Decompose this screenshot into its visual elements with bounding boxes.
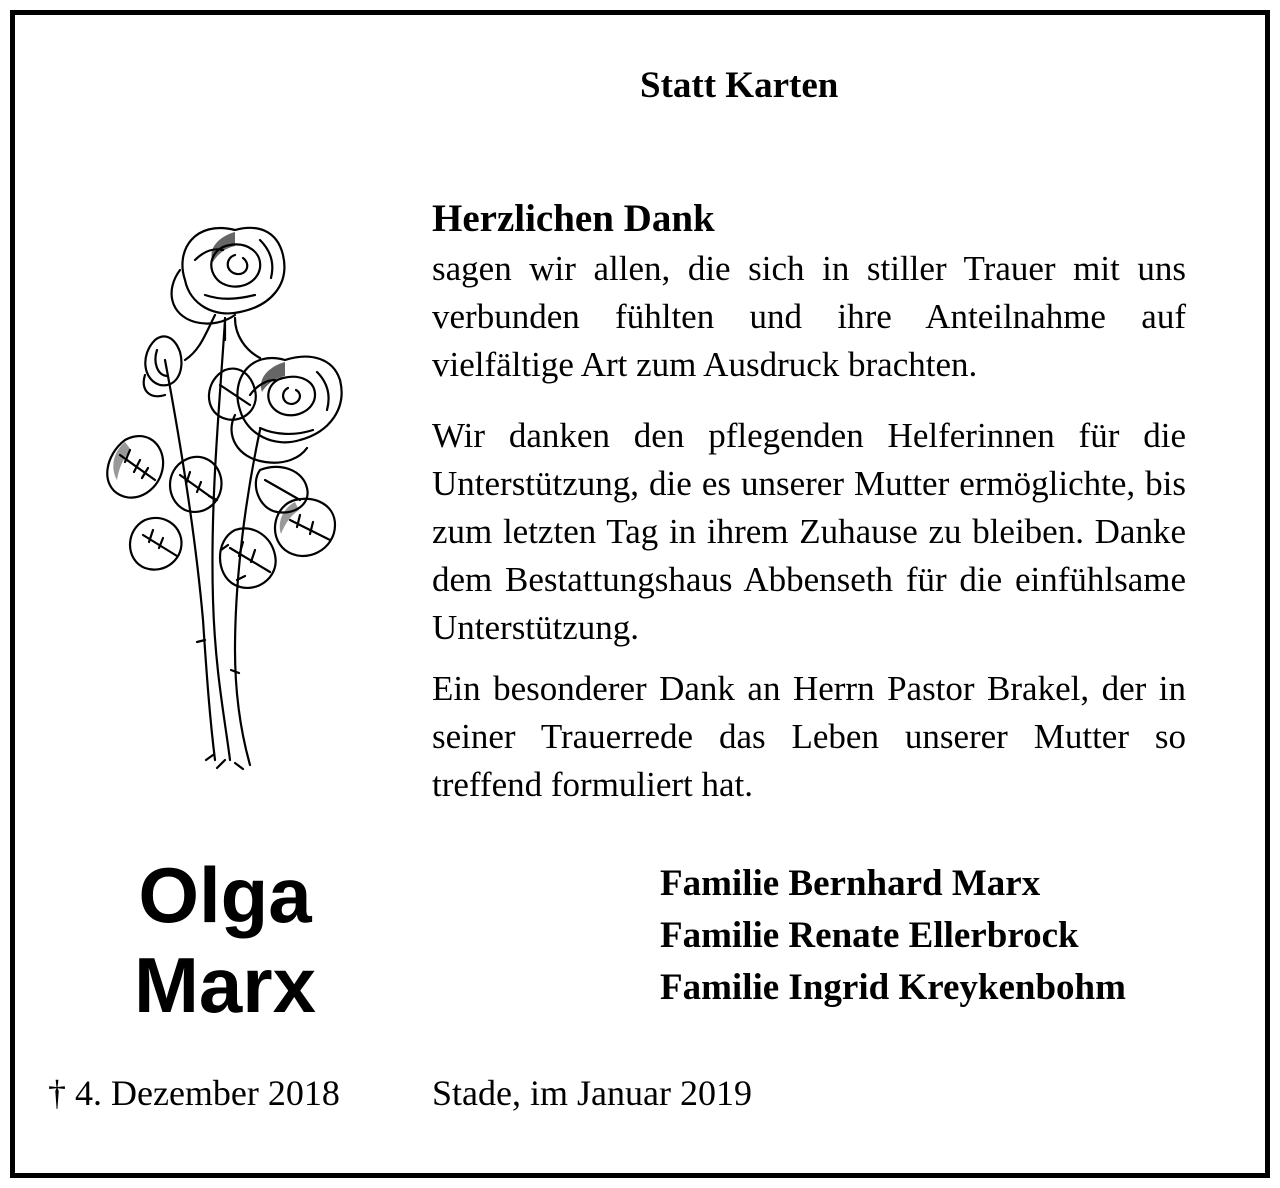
family-line: Familie Renate Ellerbrock <box>660 915 1079 956</box>
deceased-last-name: Marx <box>133 941 317 1029</box>
family-line: Familie Ingrid Kreykenbohm <box>660 967 1126 1008</box>
thanks-paragraph-3: Ein besonderer Dank an Herrn Pastor Brakel, der in seiner Trauerrede das Leben unserer Mutter so treffend formuliert hat. <box>432 669 1186 804</box>
family-line: Familie Bernhard Marx <box>660 863 1041 904</box>
thanks-paragraph-2: Wir danken den pflegenden Helferinnen für die Unterstützung, die es unserer Mutter ermöglichte, bis zum letzten Tag in ihrem Zuhause zu bleiben. Danke dem Bestattungshaus Abbenseth für die einfühlsame Unterstützung. <box>432 416 1186 647</box>
family-signatures <box>660 858 1126 1014</box>
thanks-heading: Herzlichen Dank <box>432 197 715 240</box>
header-title: Statt Karten <box>640 65 839 106</box>
thanks-paragraph-1: sagen wir allen, die sich in stiller Trauer mit uns verbunden fühlten und ihre Anteilnahme auf vielfältige Art zum Ausdruck brachten. <box>432 249 1186 384</box>
rose-bouquet-icon <box>85 200 375 780</box>
deceased-name <box>50 850 400 1030</box>
place-date: Stade, im Januar 2019 <box>432 1073 752 1113</box>
death-date: † 4. Dezember 2018 <box>48 1073 340 1113</box>
deceased-first-name: Olga <box>138 851 312 939</box>
